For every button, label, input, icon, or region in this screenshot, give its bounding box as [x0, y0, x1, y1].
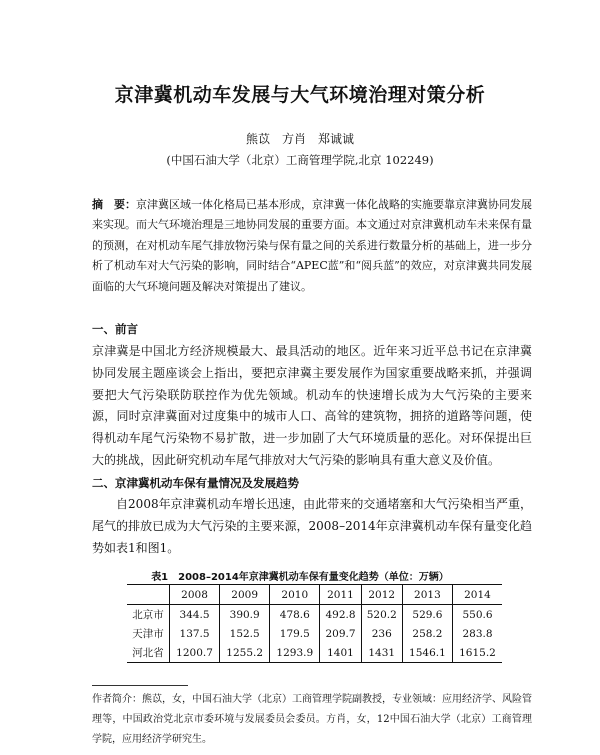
vehicles-paragraph: 自2008年京津冀机动车增长迅速，由此带来的交通堵塞和大气污染相当严重，尾气的排放已成为大气污染的主要来源，2008–2014年京津冀机动车保有量变化趋势如表1和图1。 [92, 497, 532, 555]
table-value-cell: 478.6 [270, 605, 320, 625]
vehicle-ownership-table [127, 584, 502, 663]
table-region-cell: 天津市 [132, 628, 164, 640]
table-value-cell: 258.2 [402, 624, 452, 643]
section-heading-intro: 一、前言 [92, 322, 138, 336]
table-value-cell: 529.6 [402, 605, 452, 625]
intro-paragraph: 京津冀是中国北方经济规模最大、最具活动的地区。近年来习近平总书记在京津冀协同发展主题座谈会上指出，要把京津冀主要发展作为国家重要战略来抓，并强调要把大气污染联防联控作为优先领域。机动车的快速增长成为大气污染的主要来源，同时京津冀面对过度集中的城市人口、高耸的建筑物，拥挤的道路等问题，使得机动车尾气污染物不易扩散，进一步加剧了大气环境质量的恶化。对环保提出巨大的挑战，因此研究机动车尾气排放对大气污染的影响具有重大意义及价值。 [92, 344, 532, 467]
table-value-cell: 344.5 [169, 605, 219, 625]
table-value-cell: 137.5 [169, 624, 219, 643]
table-year-header: 2013 [402, 585, 452, 605]
footnote-rule [92, 685, 188, 686]
table-value-cell: 1615.2 [452, 643, 502, 663]
author-footnote: 作者简介：熊苡，女，中国石油大学（北京）工商管理学院副教授，专业领域：应用经济学、风险管理等，中国政治党北京市委环境与发展委员会委员。方肖，女，12中国石油大学（北京）工商管理学院，应用经济学研究生。 [92, 694, 532, 745]
paper-title: 京津冀机动车发展与大气环境治理对策分析 [114, 84, 486, 106]
abstract-label: 摘 要： [92, 198, 136, 211]
table-header-row [127, 585, 502, 605]
table-region-cell: 北京市 [132, 609, 164, 621]
table-value-cell: 520.2 [361, 605, 402, 625]
table-value-cell: 1401 [320, 643, 361, 663]
table-year-header: 2008 [169, 585, 219, 605]
table-year-header: 2011 [320, 585, 361, 605]
table-year-header: 2010 [270, 585, 320, 605]
table-body [127, 605, 502, 663]
abstract-text: 京津冀区域一体化格局已基本形成，京津冀一体化战略的实施要靠京津冀协同发展来实现。而大气环境治理是三地协同发展的重要方面。本文通过对京津冀机动车未来保有量的预测，在对机动车尾气排放物污染与保有量之间的关系进行数量分析的基础上，进一步分析了机动车对大气污染的影响，同时结合“APEC蓝”和“阅兵蓝”的效应，对京津冀共同发展面临的大气环境问题及解决对策提出了建议。 [92, 198, 532, 293]
table-value-cell: 236 [361, 624, 402, 643]
table-corner-cell [127, 585, 169, 605]
table-value-cell: 1255.2 [220, 643, 270, 663]
table-year-header: 2014 [452, 585, 502, 605]
table-caption: 表1 2008–2014年京津冀机动车保有量变化趋势（单位：万辆） [151, 572, 449, 583]
table-row [127, 624, 502, 643]
affiliation: (中国石油大学（北京）工商管理学院,北京 102249) [166, 153, 434, 167]
table-value-cell: 1200.7 [169, 643, 219, 663]
table-row [127, 643, 502, 663]
section-heading-vehicles: 二、京津冀机动车保有量情况及发展趋势 [92, 476, 299, 490]
table-value-cell: 283.8 [452, 624, 502, 643]
table-value-cell: 152.5 [220, 624, 270, 643]
table-value-cell: 390.9 [220, 605, 270, 625]
author-list: 熊苡 方肖 郑诚诚 [245, 132, 354, 146]
table-year-header: 2009 [220, 585, 270, 605]
table-value-cell: 209.7 [320, 624, 361, 643]
abstract [92, 195, 532, 297]
table-value-cell: 1546.1 [402, 643, 452, 663]
table-year-header: 2012 [361, 585, 402, 605]
table-row [127, 605, 502, 625]
table-value-cell: 550.6 [452, 605, 502, 625]
table-value-cell: 492.8 [320, 605, 361, 625]
table-value-cell: 179.5 [270, 624, 320, 643]
table-value-cell: 1431 [361, 643, 402, 663]
table-value-cell: 1293.9 [270, 643, 320, 663]
table-region-cell: 河北省 [127, 643, 169, 663]
